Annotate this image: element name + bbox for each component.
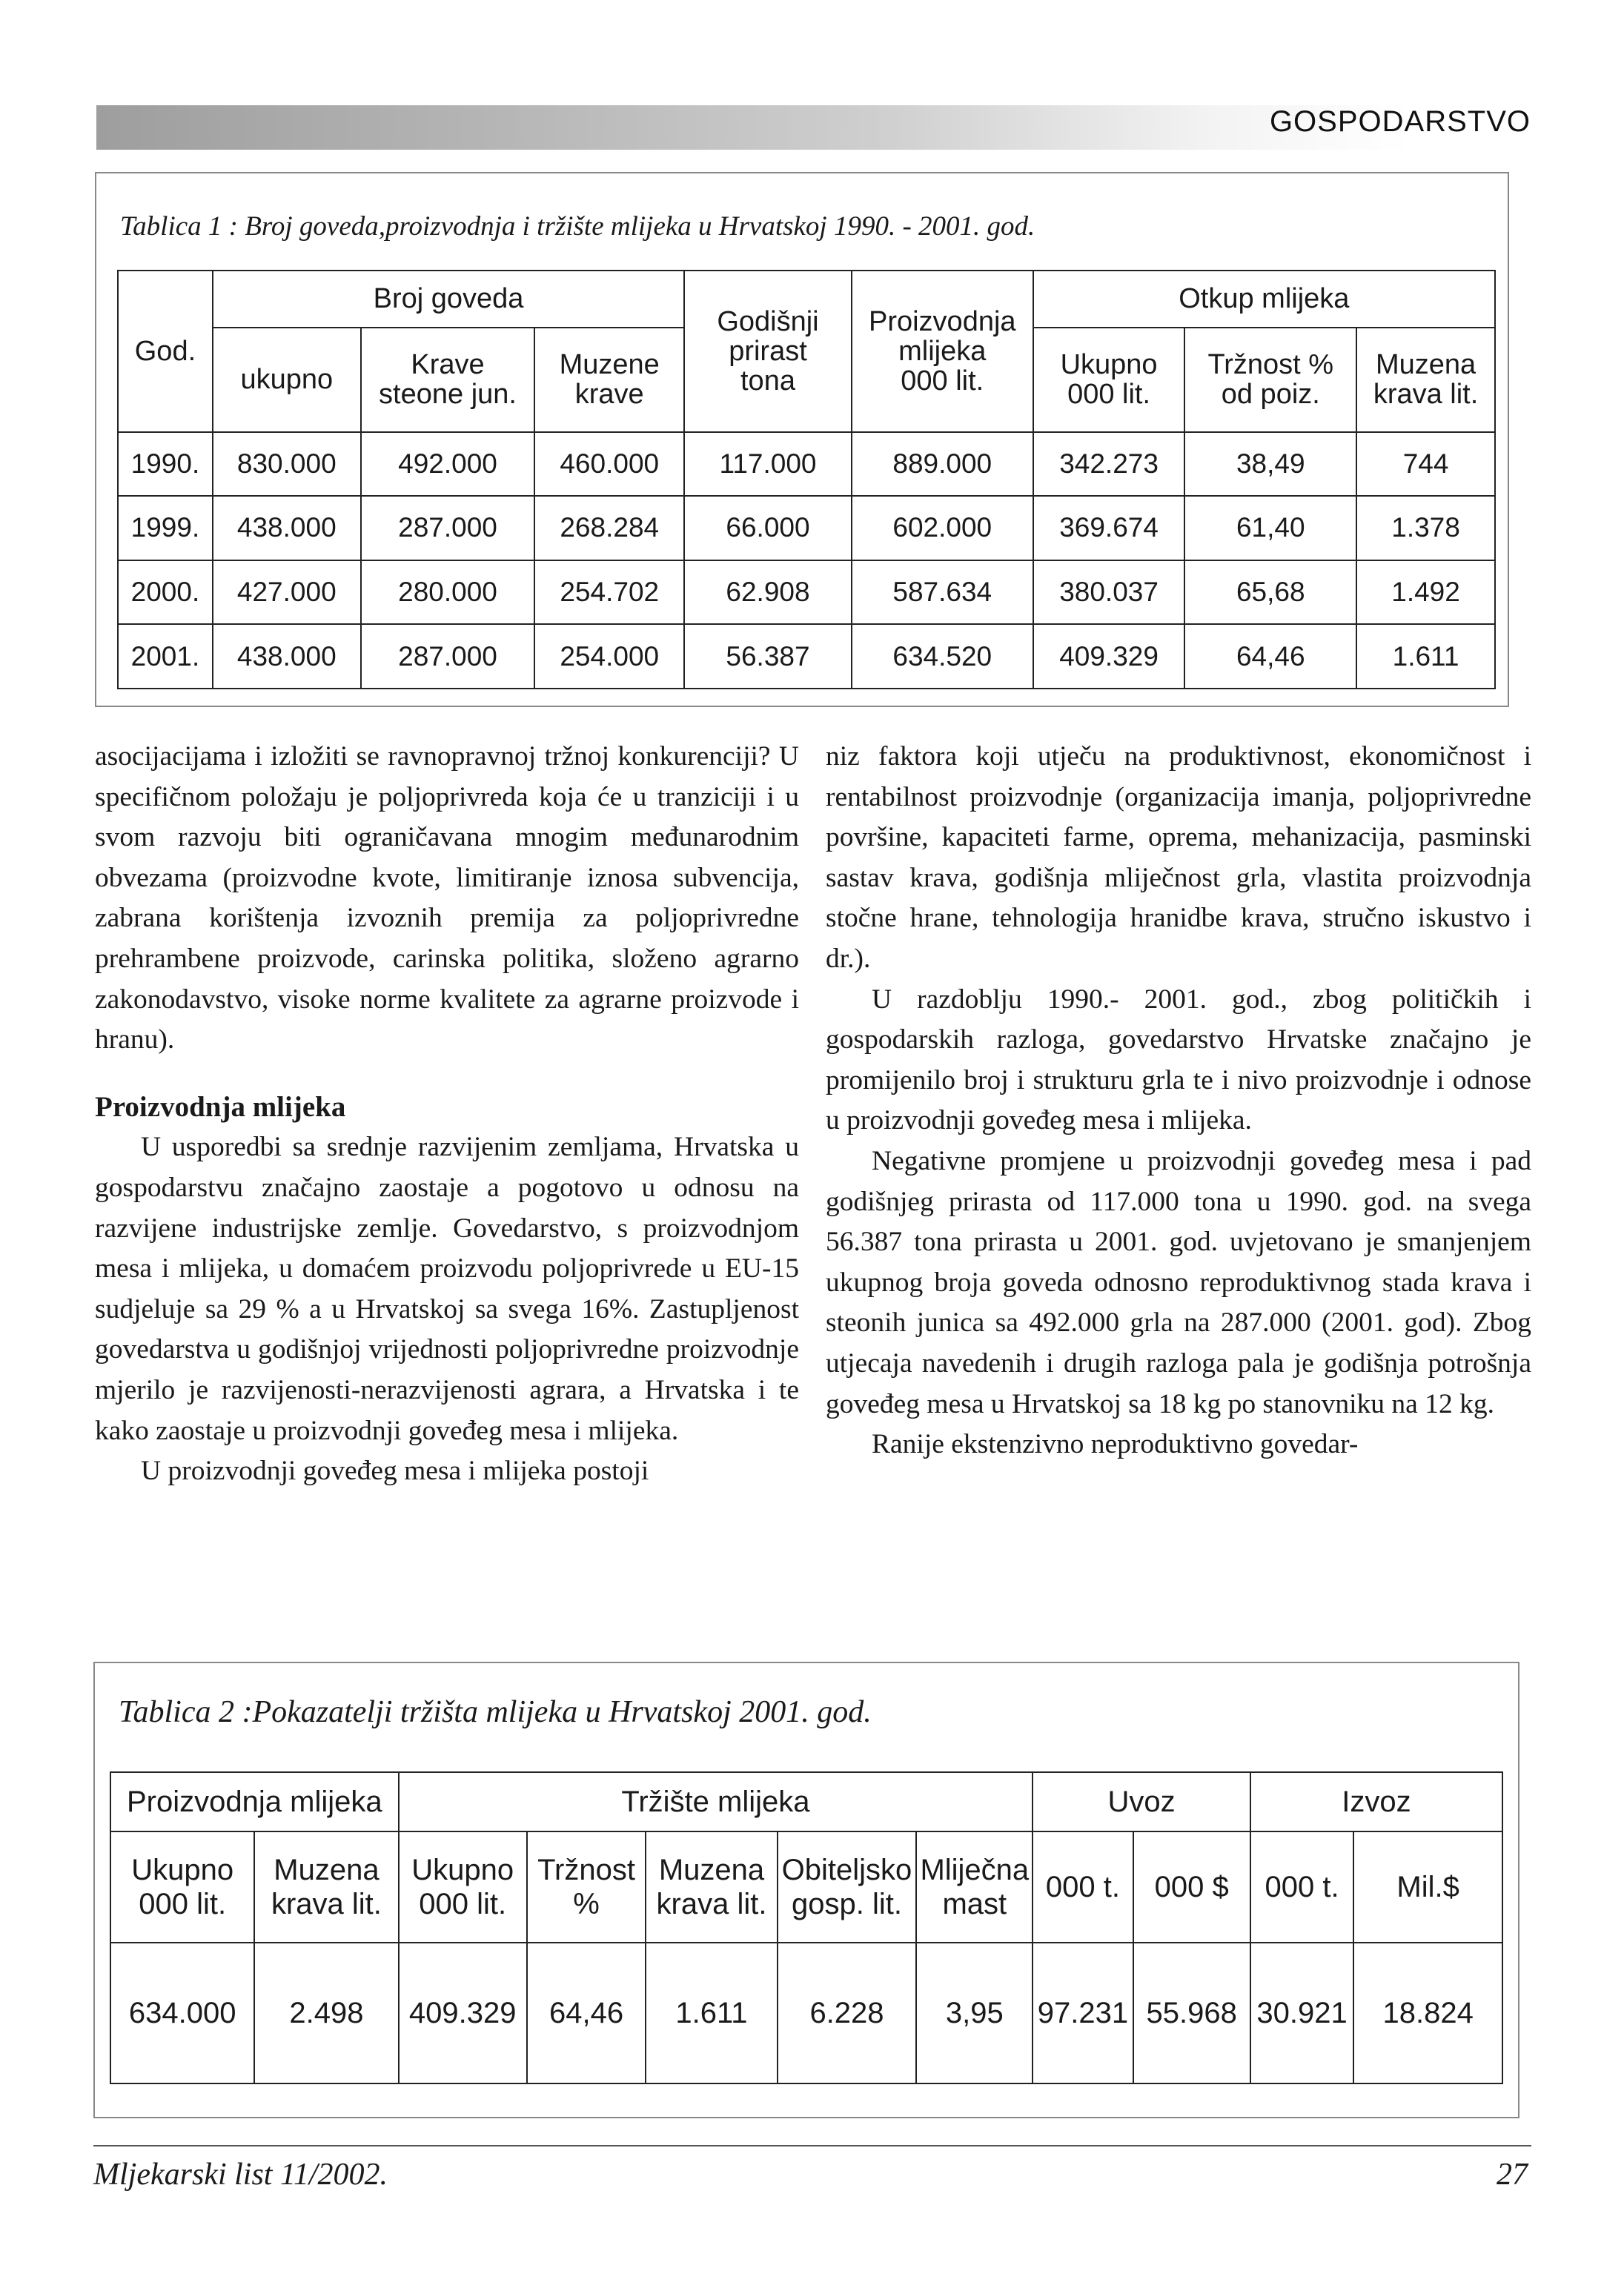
section-title: GOSPODARSTVO <box>1269 105 1531 138</box>
page-number: 27 <box>1497 2158 1528 2192</box>
t2-subhead: Obiteljsko gosp. lit. <box>778 1831 917 1943</box>
t1-head-ukupno: ukupno <box>213 328 361 432</box>
table-row <box>110 1943 1502 2083</box>
cell: 268.284 <box>534 496 684 560</box>
cell: 2001. <box>118 624 213 689</box>
section-heading: Proizvodnja mlijeka <box>95 1090 346 1123</box>
cell: 1.611 <box>646 1943 777 2083</box>
t2-head-trziste: Tržište mlijeka <box>399 1772 1033 1831</box>
left-column <box>95 737 799 1492</box>
right-paragraph-1: niz faktora koji utječu na produktivnost, ekonomičnost i rentabilnost proizvodnje (organizacija imanja, poljoprivredne površine, kapaciteti farme, oprema, mehanizacija, pasminski sastav krava, godišnja mliječnost grla, vlastita proizvodnja stočne hrane, tehnologija hranidbe krava, stručno iskustvo i dr.). <box>826 741 1531 974</box>
t2-subhead: Ukupno 000 lit. <box>110 1831 254 1943</box>
t2-subhead: 000 $ <box>1133 1831 1250 1943</box>
cell: 65,68 <box>1184 560 1356 625</box>
table-row <box>118 624 1495 689</box>
t1-head-trznost: Tržnost % od poiz. <box>1184 328 1356 432</box>
cell: 409.329 <box>399 1943 527 2083</box>
cell: 380.037 <box>1033 560 1185 625</box>
right-paragraph-3: Negativne promjene u proizvodnji goveđeg mesa i pad godišnjeg prirasta od 117.000 tona u 1990. god. na svega 56.387 tona prirasta u 2001. god. uvjetovano je smanjenjem ukupnog broja goveda odnosno reproduktivnog stada krava i steonih junica sa 492.000 grla na 287.000 (2001. god). Zbog utjecaja navedenih i drugih razloga pala je godišnja potrošnja goveđeg mesa u Hrvatskoj sa 18 kg po stanovniku na 12 kg. <box>826 1145 1531 1419</box>
journal-name: Mljekarski list 11/2002. <box>93 2158 388 2192</box>
cell: 2000. <box>118 560 213 625</box>
cell: 287.000 <box>361 496 535 560</box>
cell: 427.000 <box>213 560 361 625</box>
cell: 889.000 <box>852 432 1033 497</box>
t2-subhead: Muzena krava lit. <box>646 1831 777 1943</box>
cell: 587.634 <box>852 560 1033 625</box>
t1-head-proizvodnja: Proizvodnja mlijeka 000 lit. <box>852 271 1033 432</box>
cell: 438.000 <box>213 624 361 689</box>
cell: 1999. <box>118 496 213 560</box>
right-column <box>826 737 1531 1465</box>
cell: 97.231 <box>1033 1943 1133 2083</box>
t2-subhead: Ukupno 000 lit. <box>399 1831 527 1943</box>
cell: 254.000 <box>534 624 684 689</box>
cell: 62.908 <box>684 560 852 625</box>
t1-head-otkup-ukupno: Ukupno 000 lit. <box>1033 328 1185 432</box>
t1-head-broj-goveda: Broj goveda <box>213 271 684 328</box>
cell: 64,46 <box>1184 624 1356 689</box>
table2 <box>110 1771 1503 2084</box>
cell: 64,46 <box>527 1943 646 2083</box>
t1-head-godisnji-prirast: Godišnji prirast tona <box>684 271 852 432</box>
cell: 280.000 <box>361 560 535 625</box>
t2-head-proizvodnja: Proizvodnja mlijeka <box>110 1772 399 1831</box>
t1-head-otkup: Otkup mlijeka <box>1033 271 1495 328</box>
t2-subhead: Mil.$ <box>1353 1831 1502 1943</box>
right-paragraph-4: Ranije ekstenzivno neproduktivno govedar- <box>872 1429 1359 1460</box>
cell: 830.000 <box>213 432 361 497</box>
t1-head-muzena: Muzena krava lit. <box>1356 328 1495 432</box>
table1-caption: Tablica 1 : Broj goveda,proizvodnja i tržište mlijeka u Hrvatskoj 1990. - 2001. god. <box>120 211 1035 242</box>
t2-subhead: 000 t. <box>1250 1831 1353 1943</box>
footer-rule <box>93 2145 1531 2146</box>
cell: 602.000 <box>852 496 1033 560</box>
cell: 744 <box>1356 432 1495 497</box>
table-row <box>118 560 1495 625</box>
table-row <box>118 432 1495 497</box>
t2-subhead: Tržnost % <box>527 1831 646 1943</box>
t2-subhead: Muzena krava lit. <box>254 1831 398 1943</box>
cell: 18.824 <box>1353 1943 1502 2083</box>
cell: 287.000 <box>361 624 535 689</box>
left-paragraph-1: asocijacijama i izložiti se ravnopravnoj tržnoj konkurenciji? U specifičnom položaju je poljoprivreda koja će u tranziciji i u svom razvoju biti ograničavana mnogim međunarodnim obvezama (proizvodne kvote, limitiranje iznosa subvencija, zabrana korištenja izvoznih premija za poljoprivredne prehrambene proizvode, carinska politika, složeno agrarno zakonodavstvo, visoke norme kvalitete za agrarne proizvode i hranu). <box>95 741 799 1055</box>
cell: 460.000 <box>534 432 684 497</box>
t2-subhead: Mliječna mast <box>916 1831 1033 1943</box>
t2-subhead: 000 t. <box>1033 1831 1133 1943</box>
cell: 1990. <box>118 432 213 497</box>
cell: 634.000 <box>110 1943 254 2083</box>
cell: 492.000 <box>361 432 535 497</box>
cell: 1.378 <box>1356 496 1495 560</box>
left-paragraph-2: U usporedbi sa srednje razvijenim zemljama, Hrvatska u gospodarstvu značajno zaostaje a pogotovo u odnosu na razvijene industrijske zemlje. Govedarstvo, s proizvodnjom mesa i mlijeka, u domaćem proizvodu poljoprivrede u EU-15 sudjeluje sa 29 % a u Hrvatskoj sa svega 16%. Zastupljenost govedarstva u godišnjoj vrijednosti poljoprivredne proizvodnje mjerilo je razvijenosti-nerazvijenosti agrara, a Hrvatska i te kako zaostaje u proizvodnji goveđeg mesa i mlijeka. <box>95 1132 799 1446</box>
cell: 342.273 <box>1033 432 1185 497</box>
cell: 3,95 <box>916 1943 1033 2083</box>
t1-head-god: God. <box>118 271 213 432</box>
cell: 369.674 <box>1033 496 1185 560</box>
t1-head-krave: Krave steone jun. <box>361 328 535 432</box>
cell: 2.498 <box>254 1943 398 2083</box>
t1-head-muzene: Muzene krave <box>534 328 684 432</box>
right-paragraph-2: U razdoblju 1990.- 2001. god., zbog političkih i gospodarskih razloga, govedarstvo Hrvatske značajno je promijenilo broj i strukturu grla te i nivo proizvodnje i odnose u proizvodnji goveđeg mesa i mlijeka. <box>826 984 1531 1136</box>
cell: 117.000 <box>684 432 852 497</box>
t2-head-izvoz: Izvoz <box>1250 1772 1502 1831</box>
cell: 1.611 <box>1356 624 1495 689</box>
cell: 1.492 <box>1356 560 1495 625</box>
table-row <box>118 496 1495 560</box>
cell: 55.968 <box>1133 1943 1250 2083</box>
cell: 6.228 <box>778 1943 917 2083</box>
cell: 38,49 <box>1184 432 1356 497</box>
cell: 66.000 <box>684 496 852 560</box>
cell: 56.387 <box>684 624 852 689</box>
cell: 438.000 <box>213 496 361 560</box>
cell: 409.329 <box>1033 624 1185 689</box>
left-paragraph-3: U proizvodnji goveđeg mesa i mlijeka postoji <box>141 1456 649 1487</box>
header-band <box>96 105 1408 150</box>
cell: 30.921 <box>1250 1943 1353 2083</box>
cell: 634.520 <box>852 624 1033 689</box>
table1 <box>117 270 1496 689</box>
table2-caption: Tablica 2 :Pokazatelji tržišta mlijeka u Hrvatskoj 2001. god. <box>119 1695 872 1729</box>
cell: 254.702 <box>534 560 684 625</box>
cell: 61,40 <box>1184 496 1356 560</box>
t2-head-uvoz: Uvoz <box>1033 1772 1250 1831</box>
